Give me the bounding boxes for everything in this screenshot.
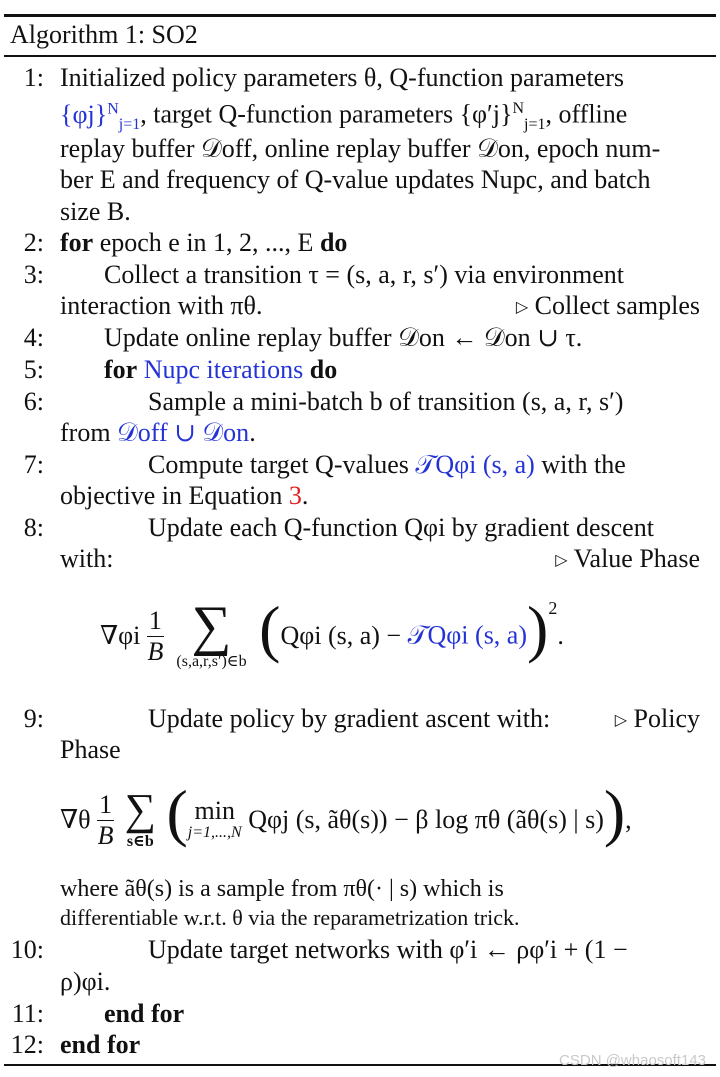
line-number-4: 4: bbox=[23, 323, 44, 352]
triangle-icon: ▷ bbox=[614, 712, 628, 729]
top-rule bbox=[4, 14, 716, 17]
line-9a: Update policy by gradient ascent with: bbox=[148, 704, 551, 733]
line-number-1: 1: bbox=[23, 63, 44, 92]
line-3a: Collect a transition τ = (s, a, r, s′) via environment bbox=[104, 260, 625, 289]
line-number-11: 11: bbox=[11, 999, 44, 1028]
line-1e: size B. bbox=[60, 197, 131, 226]
line-10b: ρ)φi. bbox=[60, 967, 111, 996]
line-11: end for bbox=[104, 999, 185, 1028]
where-line-a: where ãθ(s) is a sample from πθ(· | s) which is bbox=[60, 876, 504, 902]
comment-value-phase: ▷ Value Phase bbox=[555, 544, 700, 573]
algorithm-title: Algorithm 1: SO2 bbox=[10, 20, 198, 49]
watermark: CSDN @whaosoft143 bbox=[559, 1052, 706, 1069]
line-number-6: 6: bbox=[23, 387, 44, 416]
line-8a: Update each Q-function Qφi by gradient descent bbox=[148, 513, 654, 542]
line-4: Update online replay buffer 𝒟on ← 𝒟on ∪ τ. bbox=[104, 323, 583, 352]
line-12: end for bbox=[60, 1030, 141, 1059]
line-7a: Compute target Q-values 𝒯Qφi (s, a) with the bbox=[148, 450, 626, 479]
line-9b: Phase bbox=[60, 735, 121, 764]
line-number-3: 3: bbox=[23, 260, 44, 289]
fraction-1-over-B: $\frac{1}{B}$ bbox=[147, 605, 164, 666]
fraction-1-over-B: $\frac{1}{B}$ bbox=[97, 789, 114, 850]
triangle-icon: ▷ bbox=[515, 299, 529, 316]
line-1a: Initialized policy parameters θ, Q-function parameters bbox=[60, 63, 625, 92]
line-number-2: 2: bbox=[23, 228, 44, 257]
equation-ref-link[interactable]: 3 bbox=[288, 481, 302, 510]
line-8b: with: bbox=[60, 544, 114, 573]
line-number-12: 12: bbox=[10, 1030, 44, 1059]
line-1c: replay buffer 𝒟off, online replay buffer 𝒟on, epoch num- bbox=[60, 134, 661, 163]
line-number-7: 7: bbox=[23, 450, 44, 479]
where-line-b: differentiable w.r.t. θ via the reparametrization trick. bbox=[60, 905, 520, 930]
comment-collect-samples: ▷ Collect samples bbox=[515, 291, 700, 320]
line-2: for epoch e in 1, 2, ..., E do bbox=[60, 228, 348, 257]
sum-symbol: ∑ (s,a,r,s′)∈b bbox=[176, 595, 247, 671]
comment-policy: ▷ Policy bbox=[614, 704, 700, 733]
line-3b: interaction with πθ. bbox=[60, 291, 263, 320]
line-number-8: 8: bbox=[23, 513, 44, 542]
line-10a: Update target networks with φ′i ← ρφ′i + (1 − bbox=[148, 935, 628, 964]
triangle-icon: ▷ bbox=[555, 552, 568, 569]
equation-policy-objective: ∇θ $\frac{1}{B}$ ∑ s∈b ( min j=1,...,N Qφj (s, ãθ(s)) − β log πθ (ãθ(s) | s)), bbox=[60, 777, 632, 851]
line-number-9: 9: bbox=[23, 704, 44, 733]
line-7b: objective in Equation 3. bbox=[60, 481, 309, 510]
line-5: for Nupc iterations do bbox=[104, 355, 338, 384]
title-rule bbox=[4, 55, 716, 57]
line-number-5: 5: bbox=[23, 355, 44, 384]
line-1d: ber E and frequency of Q-value updates Nupc, and batch bbox=[60, 165, 651, 194]
line-6b: from 𝒟off ∪ 𝒟on. bbox=[60, 418, 256, 447]
line-1b: $\{\varphi j\}^N_{j=1}$, target Q-function parameters $\{\varphi'j\}^N_{j=1}$, offline bbox=[60, 99, 628, 133]
sum-symbol: ∑ s∈b bbox=[124, 785, 156, 851]
equation-value-loss: ∇φi $\frac{1}{B}$ ∑ (s,a,r,s′)∈b (Qφi (s, a) − 𝒯Qφi (s, a))$^2$. bbox=[100, 593, 564, 671]
phi-set: $\{\varphi j\}^N_{j=1}$ bbox=[60, 99, 141, 133]
line-number-10: 10: bbox=[10, 935, 44, 964]
min-operator: min j=1,...,N bbox=[187, 796, 242, 842]
line-6a: Sample a mini-batch b of transition (s, a, r, s′) bbox=[148, 387, 624, 416]
